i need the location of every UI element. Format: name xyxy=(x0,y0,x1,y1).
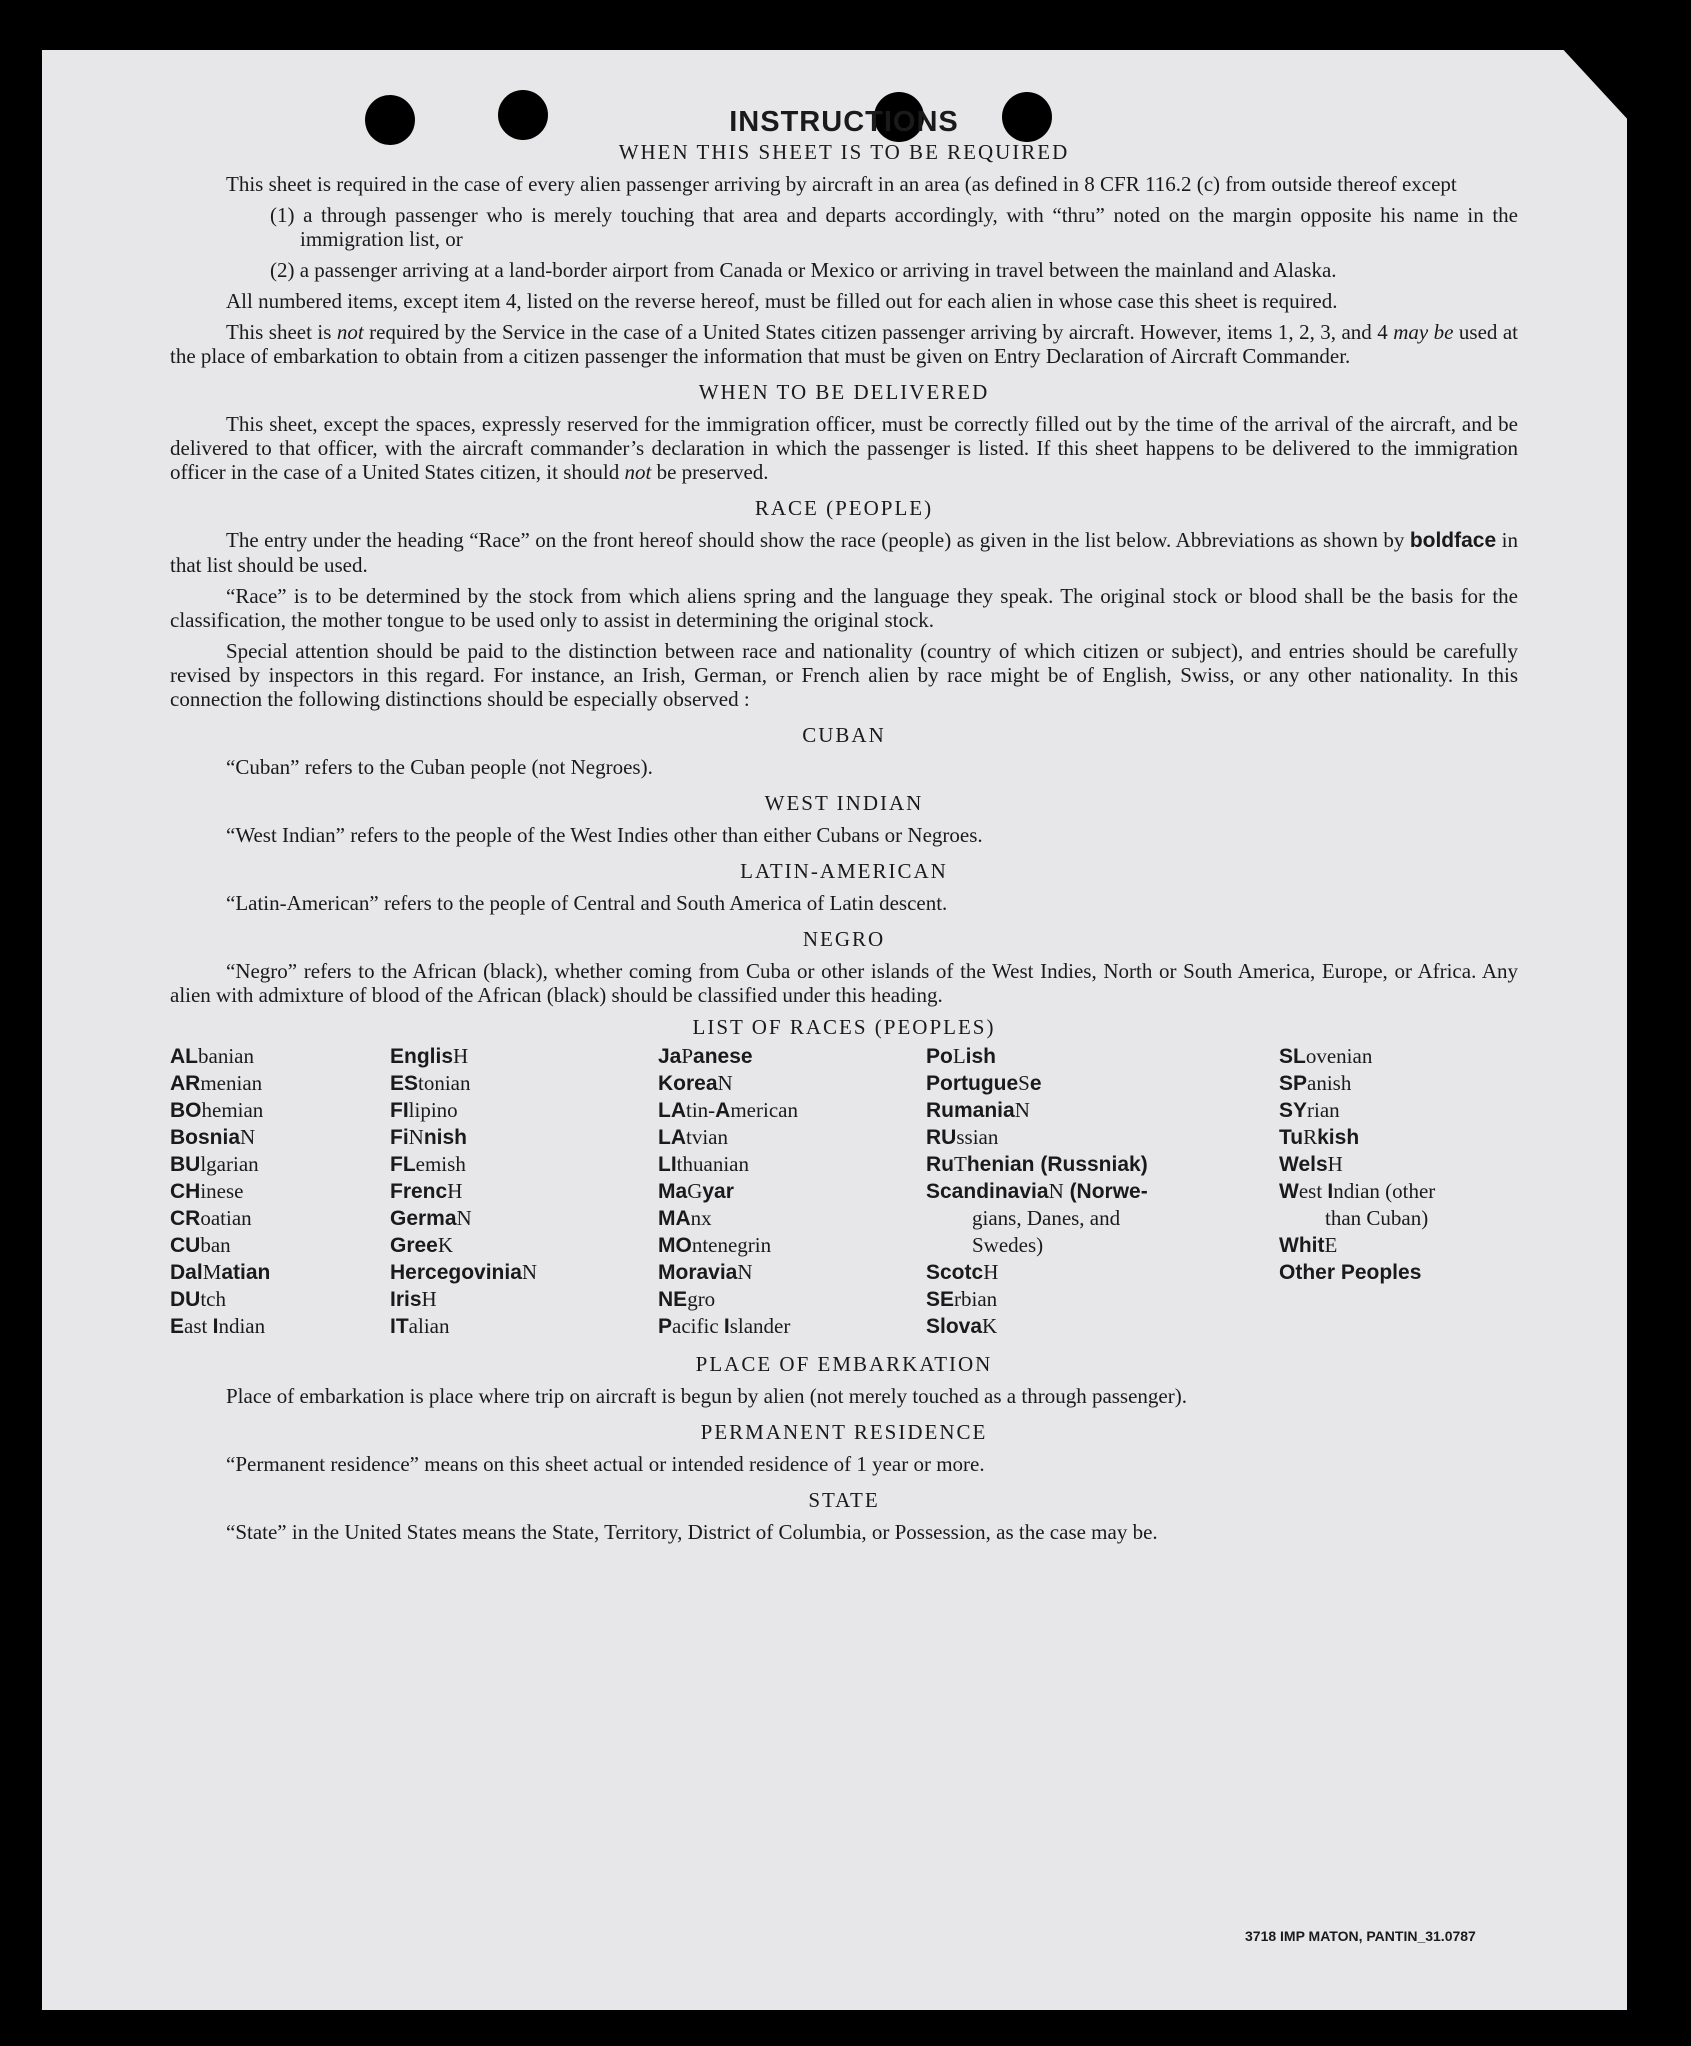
races-list xyxy=(170,1043,1518,1340)
race-entry: SYrian xyxy=(1279,1098,1340,1122)
race-entry: SPanish xyxy=(1279,1071,1352,1095)
races-column-1 xyxy=(170,1043,390,1340)
race-entry: East Indian xyxy=(170,1314,266,1338)
race-entry: SLovenian xyxy=(1279,1044,1373,1068)
paragraph-cuban: “Cuban” refers to the Cuban people (not Negroes). xyxy=(226,755,653,779)
race-entry: Swedes) xyxy=(972,1233,1044,1257)
race-entry: FLemish xyxy=(390,1152,466,1176)
heading-cuban: CUBAN xyxy=(802,723,886,747)
paragraph-embarkation: Place of embarkation is place where trip on aircraft is begun by alien (not merely touched as a through passenger). xyxy=(226,1384,1187,1408)
race-entry: GreeK xyxy=(390,1233,454,1257)
race-entry: CHinese xyxy=(170,1179,244,1203)
heading-latin-american: LATIN-AMERICAN xyxy=(740,859,948,883)
race-entry: FIlipino xyxy=(390,1098,458,1122)
race-entry: MAnx xyxy=(658,1206,712,1230)
exception-item-2: (2) a passenger arriving at a land-border airport from Canada or Mexico or arriving in travel between the mainland and Alaska. xyxy=(270,258,1337,282)
heading-when-delivered: WHEN TO BE DELIVERED xyxy=(698,380,990,404)
heading-permanent-residence: PERMANENT RESIDENCE xyxy=(700,1420,988,1444)
race-entry: IrisH xyxy=(390,1287,437,1311)
paragraph-latin-american: “Latin-American” refers to the people of Central and South America of Latin descent. xyxy=(226,891,948,915)
paragraph-state: “State” in the United States means the State, Territory, District of Columbia, or Possession, as the case may be. xyxy=(226,1520,1158,1544)
race-entry: gians, Danes, and xyxy=(972,1206,1121,1230)
heading-west-indian: WEST INDIAN xyxy=(764,791,924,815)
race-entry: MaGyar xyxy=(658,1179,734,1203)
races-column-5 xyxy=(1279,1043,1518,1340)
races-column-3 xyxy=(658,1043,926,1340)
paragraph-citizen: This sheet is not required by the Service in the case of a United States citizen passenger arriving by aircraft. However, items 1, 2, 3, and 4 may be used at the place of embarkation to obtain from a citizen passenger the information that must be given on Entry Declaration of Aircraft Commander. xyxy=(170,320,1519,368)
race-entry: WhitE xyxy=(1279,1233,1338,1257)
exception-item-1: (1) a through passenger who is merely touching that area and departs accordingly, with “thru” noted on the margin opposite his name in the immigration list, or xyxy=(270,203,1518,251)
race-entry: Other Peoples xyxy=(1279,1261,1422,1284)
race-entry: RumaniaN xyxy=(926,1098,1030,1122)
paragraph-race-entry: The entry under the heading “Race” on the front hereof should show the race (people) as given in the list below. Abbreviations as shown by boldface in that list should be used. xyxy=(170,528,1518,577)
race-entry: Pacific Islander xyxy=(658,1314,791,1338)
race-entry: LAtin-American xyxy=(658,1098,798,1122)
race-entry: CRoatian xyxy=(170,1206,252,1230)
race-entry: ARmenian xyxy=(170,1071,263,1095)
race-entry: TuRkish xyxy=(1279,1125,1360,1149)
race-entry: FiNnish xyxy=(390,1125,468,1149)
race-entry: LAtvian xyxy=(658,1125,728,1149)
race-entry: JaPanese xyxy=(658,1044,753,1068)
paragraph-required: This sheet is required in the case of every alien passenger arriving by aircraft in an area (as defined in 8 CFR 116.2 (c) from outside thereof except xyxy=(226,172,1457,196)
race-entry: MOntenegrin xyxy=(658,1233,772,1257)
race-entry: than Cuban) xyxy=(1325,1206,1429,1230)
race-entry: PortugueSe xyxy=(926,1071,1042,1095)
race-entry: ScandinaviaN (Norwe- xyxy=(926,1179,1148,1203)
race-entry: BosniaN xyxy=(170,1125,256,1149)
race-entry: SErbian xyxy=(926,1287,998,1311)
paragraph-race-determined: “Race” is to be determined by the stock from which aliens spring and the language they speak. The original stock or blood shall be the basis for the classification, the mother tongue to be used only to assist in determining the original stock. xyxy=(170,584,1518,632)
heading-race: RACE (PEOPLE) xyxy=(754,496,934,520)
race-entry: BUlgarian xyxy=(170,1152,259,1176)
race-entry: BOhemian xyxy=(170,1098,264,1122)
race-entry: ScotcH xyxy=(926,1260,999,1284)
race-entry: GermaN xyxy=(390,1206,472,1230)
race-entry: SlovaK xyxy=(926,1314,998,1338)
paragraph-permanent-residence: “Permanent residence” means on this sheet actual or intended residence of 1 year or more. xyxy=(226,1452,985,1476)
heading-negro: NEGRO xyxy=(802,927,886,951)
heading-list-of-races: LIST OF RACES (PEOPLES) xyxy=(692,1015,996,1039)
race-entry: RUssian xyxy=(926,1125,999,1149)
heading-state: STATE xyxy=(808,1488,880,1512)
race-entry: EnglisH xyxy=(390,1044,469,1068)
race-entry: CUban xyxy=(170,1233,231,1257)
page-title: INSTRUCTIONS xyxy=(729,106,959,138)
paragraph-negro: “Negro” refers to the African (black), whether coming from Cuba or other islands of the West Indies, North or South America, Europe, or Africa. Any alien with admixture of blood of the African (black) should be classified under this heading. xyxy=(170,959,1518,1007)
race-entry: LIthuanian xyxy=(658,1152,749,1176)
race-entry: ALbanian xyxy=(170,1044,254,1068)
races-column-2 xyxy=(390,1043,658,1340)
race-entry: KoreaN xyxy=(658,1071,733,1095)
paragraph-numbered-items: All numbered items, except item 4, listed on the reverse hereof, must be filled out for each alien in whose case this sheet is required. xyxy=(226,289,1338,313)
heading-when-required: WHEN THIS SHEET IS TO BE REQUIRED xyxy=(618,140,1070,164)
paragraph-special-attention: Special attention should be paid to the distinction between race and nationality (country of which citizen or subject), and entries should be carefully revised by inspectors in this regard. For instance, an Irish, German, or French alien by race might be of English, Swiss, or any other nationality. In this connection the following distinctions should be especially observed : xyxy=(170,639,1518,711)
race-entry: NEgro xyxy=(658,1287,716,1311)
heading-place-of-embarkation: PLACE OF EMBARKATION xyxy=(695,1352,993,1376)
race-entry: PoLish xyxy=(926,1044,997,1068)
race-entry: West Indian (other xyxy=(1279,1179,1436,1203)
instructions-content xyxy=(170,106,1519,1551)
race-entry: RuThenian (Russniak) xyxy=(926,1152,1148,1176)
print-code: 3718 IMP MATON, PANTIN_31.0787 xyxy=(1245,1928,1476,1944)
paragraph-delivery: This sheet, except the spaces, expressly reserved for the immigration officer, must be correctly filled out by the time of the arrival of the aircraft, and be delivered to that officer, with the aircraft commander’s declaration in which the passenger is listed. If this sheet happens to be delivered to the immigration officer in the case of a United States citizen, it should not be preserved. xyxy=(170,412,1518,484)
race-entry: HercegoviniaN xyxy=(390,1260,538,1284)
paragraph-west-indian: “West Indian” refers to the people of the West Indies other than either Cubans or Negroes. xyxy=(226,823,983,847)
races-column-4 xyxy=(926,1043,1279,1340)
race-entry: DalMatian xyxy=(170,1260,271,1284)
race-entry: DUtch xyxy=(170,1287,226,1311)
race-entry: EStonian xyxy=(390,1071,471,1095)
race-entry: ITalian xyxy=(390,1314,450,1338)
race-entry: FrencH xyxy=(390,1179,463,1203)
race-entry: WelsH xyxy=(1279,1152,1343,1176)
race-entry: MoraviaN xyxy=(658,1260,753,1284)
